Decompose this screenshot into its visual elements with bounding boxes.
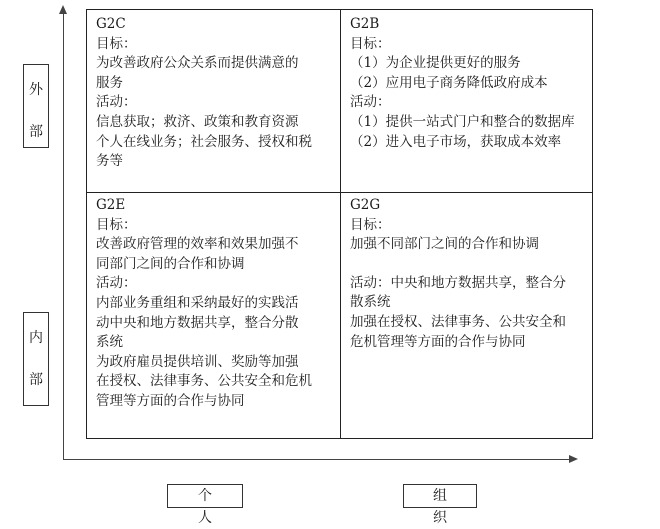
quadrant-line: 内部业务重组和采纳最好的实践活 (96, 294, 299, 311)
external-label (23, 64, 49, 148)
quadrant-line: 目标： (350, 35, 391, 52)
quadrant-line: 目标： (350, 216, 391, 233)
quadrant-line: 信息获取；救济、政策和教育资源 (96, 113, 299, 130)
quadrant-line: 为改善政府公众关系而提供满意的 (96, 55, 299, 72)
organization-label: 组织 (403, 484, 477, 508)
quadrant-line: 改善政府管理的效率和效果加强不 (96, 236, 299, 253)
internal-label (23, 312, 49, 406)
external-label-char-2: 部 (29, 124, 43, 140)
quadrant-line: 目标： (96, 216, 137, 233)
quadrant-line: 散系统 (350, 294, 391, 311)
quadrant-line: 活动： (96, 94, 137, 111)
quadrant-line: 管理等方面的合作与协同 (96, 392, 245, 409)
y-axis-line (63, 12, 64, 460)
quadrant-line: 危机管理等方面的合作与协同 (350, 333, 526, 350)
quadrant-line: 加强在授权、法律事务、公共安全和 (350, 313, 566, 330)
quadrant-line: 为政府雇员提供培训、奖励等加强 (96, 353, 299, 370)
quadrant-line: 务等 (96, 153, 123, 170)
quadrant-line: 加强不同部门之间的合作和协调 (350, 236, 539, 253)
quadrant-line: 系统 (96, 334, 123, 351)
x-axis-line (63, 459, 571, 460)
y-axis-arrow (59, 5, 67, 14)
quadrant-code: G2G (350, 197, 381, 213)
quadrant-line: 目标： (96, 35, 137, 52)
quadrant-line: （1）提供一站式门户和整合的数据库 (350, 113, 575, 130)
quadrant-line: 同部门之间的合作和协调 (96, 255, 245, 272)
quadrant-line: 活动： (96, 275, 137, 292)
internal-label-char-2: 部 (29, 372, 43, 388)
quadrant-line: 服务 (96, 74, 123, 91)
quadrant-g2b (350, 15, 590, 152)
quadrant-line: 活动： (350, 94, 391, 111)
quadrant-line: 个人在线业务；社会服务、授权和税 (96, 133, 312, 150)
quadrant-line: （1）为企业提供更好的服务 (350, 55, 521, 72)
external-label-char-1: 外 (29, 82, 43, 98)
quadrant-code: G2E (96, 197, 126, 213)
quadrant-g2c (96, 15, 336, 172)
quadrant-line: 活动：中央和地方数据共享，整合分 (350, 274, 566, 291)
x-axis-arrow (569, 455, 578, 463)
quadrant-matrix (86, 9, 593, 439)
quadrant-spacer (350, 255, 590, 274)
quadrant-g2e (96, 196, 336, 412)
individual-label: 个人 (167, 484, 243, 508)
quadrant-line: （2）应用电子商务降低政府成本 (350, 74, 548, 91)
quadrant-line: 动中央和地方数据共享，整合分散 (96, 314, 299, 331)
matrix-horizontal-divider (87, 192, 592, 193)
quadrant-line: 在授权、法律事务、公共安全和危机 (96, 373, 312, 390)
internal-label-char-1: 内 (29, 330, 43, 346)
matrix-vertical-divider (340, 10, 341, 438)
quadrant-g2g (350, 196, 590, 352)
quadrant-code: G2C (96, 16, 126, 32)
quadrant-line: （2）进入电子市场，获取成本效率 (350, 133, 562, 150)
quadrant-code: G2B (350, 16, 380, 32)
